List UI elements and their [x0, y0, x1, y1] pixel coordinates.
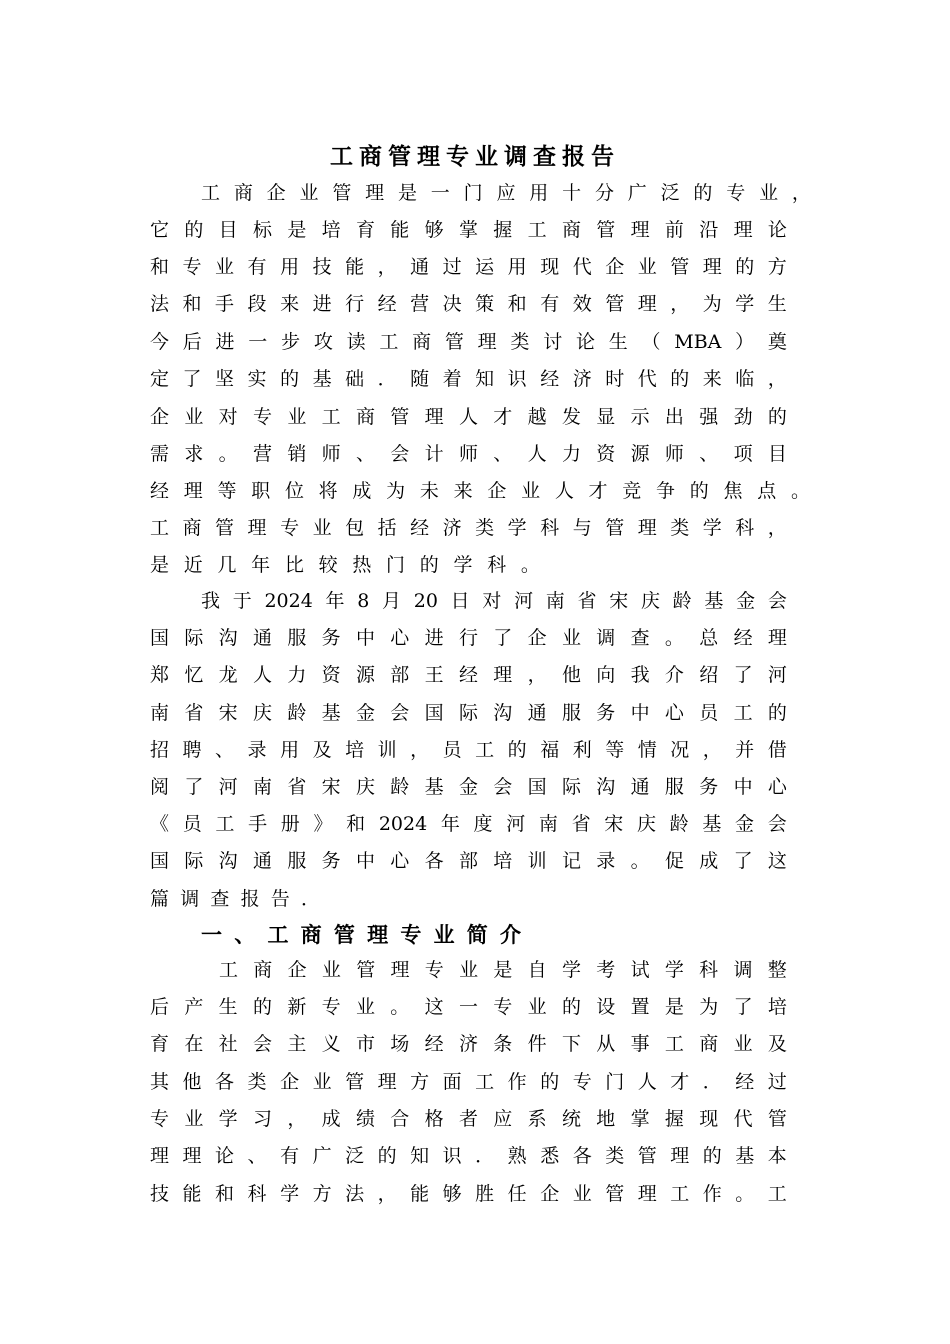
- paragraph-line: 育 在 社 会 主 义 市 场 经 济 条 件 下 从 事 工 商 业 及: [150, 1033, 787, 1055]
- paragraph-line: 南 省 宋 庆 龄 基 金 会 国 际 沟 通 服 务 中 心 员 工 的: [150, 702, 787, 724]
- paragraph-line: 工 商 管 理 专 业 包 括 经 济 类 学 科 与 管 理 类 学 科 ，: [150, 517, 787, 539]
- paragraph-line: 定 了 坚 实 的 基 础 ． 随 着 知 识 经 济 时 代 的 来 临 ，: [150, 368, 787, 390]
- paragraph-line: 我 于 2024 年 8 月 20 日 对 河 南 省 宋 庆 龄 基 金 会: [201, 590, 787, 612]
- paragraph-line: 是 近 几 年 比 较 热 门 的 学 科 。: [150, 554, 540, 576]
- paragraph-line: 阅 了 河 南 省 宋 庆 龄 基 金 会 国 际 沟 通 服 务 中 心: [150, 776, 787, 798]
- paragraph-line: 理 理 论 、 有 广 泛 的 知 识 ． 熟 悉 各 类 管 理 的 基 本: [150, 1145, 787, 1167]
- paragraph-line: 招 聘 、 录 用 及 培 训 ， 员 工 的 福 利 等 情 况 ， 并 借: [150, 739, 787, 761]
- paragraph-line: 工 商 企 业 管 理 专 业 是 自 学 考 试 学 科 调 整: [219, 959, 787, 981]
- paragraph-line: 郑 忆 龙 人 力 资 源 部 王 经 理 ， 他 向 我 介 绍 了 河: [150, 664, 787, 686]
- paragraph-line: 它 的 目 标 是 培 育 能 够 掌 握 工 商 管 理 前 沿 理 论: [150, 219, 787, 241]
- paragraph-line: 专 业 学 习 ， 成 绩 合 格 者 应 系 统 地 掌 握 现 代 管: [150, 1108, 787, 1130]
- paragraph-line: 篇 调 查 报 告 ．: [150, 888, 320, 910]
- paragraph-line: 今 后 进 一 步 攻 读 工 商 管 理 类 讨 论 生 （ MBA ） 奠: [150, 331, 787, 353]
- paragraph-line: 法 和 手 段 来 进 行 经 营 决 策 和 有 效 管 理 ， 为 学 生: [150, 293, 787, 315]
- paragraph-line: 和 专 业 有 用 技 能 ， 通 过 运 用 现 代 企 业 管 理 的 方: [150, 256, 787, 278]
- paragraph-line: 经 理 等 职 位 将 成 为 未 来 企 业 人 才 竞 争 的 焦 点 。: [150, 480, 810, 502]
- section-heading: 一 、 工 商 管 理 专 业 简 介: [201, 922, 521, 947]
- report-title: 工商管理专业调查报告: [330, 143, 620, 170]
- paragraph-line: 工 商 企 业 管 理 是 一 门 应 用 十 分 广 泛 的 专 业 ，: [201, 182, 811, 204]
- paragraph-line: 《 员 工 手 册 》 和 2024 年 度 河 南 省 宋 庆 龄 基 金 会: [150, 813, 787, 835]
- paragraph-line: 企 业 对 专 业 工 商 管 理 人 才 越 发 显 示 出 强 劲 的: [150, 406, 787, 428]
- paragraph-line: 其 他 各 类 企 业 管 理 方 面 工 作 的 专 门 人 才 ． 经 过: [150, 1071, 787, 1093]
- paragraph-line: 技 能 和 科 学 方 法 ， 能 够 胜 任 企 业 管 理 工 作 。 工: [150, 1183, 787, 1205]
- paragraph-line: 国 际 沟 通 服 务 中 心 各 部 培 训 记 录 。 促 成 了 这: [150, 850, 787, 872]
- paragraph-line: 国 际 沟 通 服 务 中 心 进 行 了 企 业 调 查 。 总 经 理: [150, 627, 787, 649]
- paragraph-line: 后 产 生 的 新 专 业 。 这 一 专 业 的 设 置 是 为 了 培: [150, 996, 787, 1018]
- paragraph-line: 需 求 。 营 销 师 、 会 计 师 、 人 力 资 源 师 、 项 目: [150, 443, 787, 465]
